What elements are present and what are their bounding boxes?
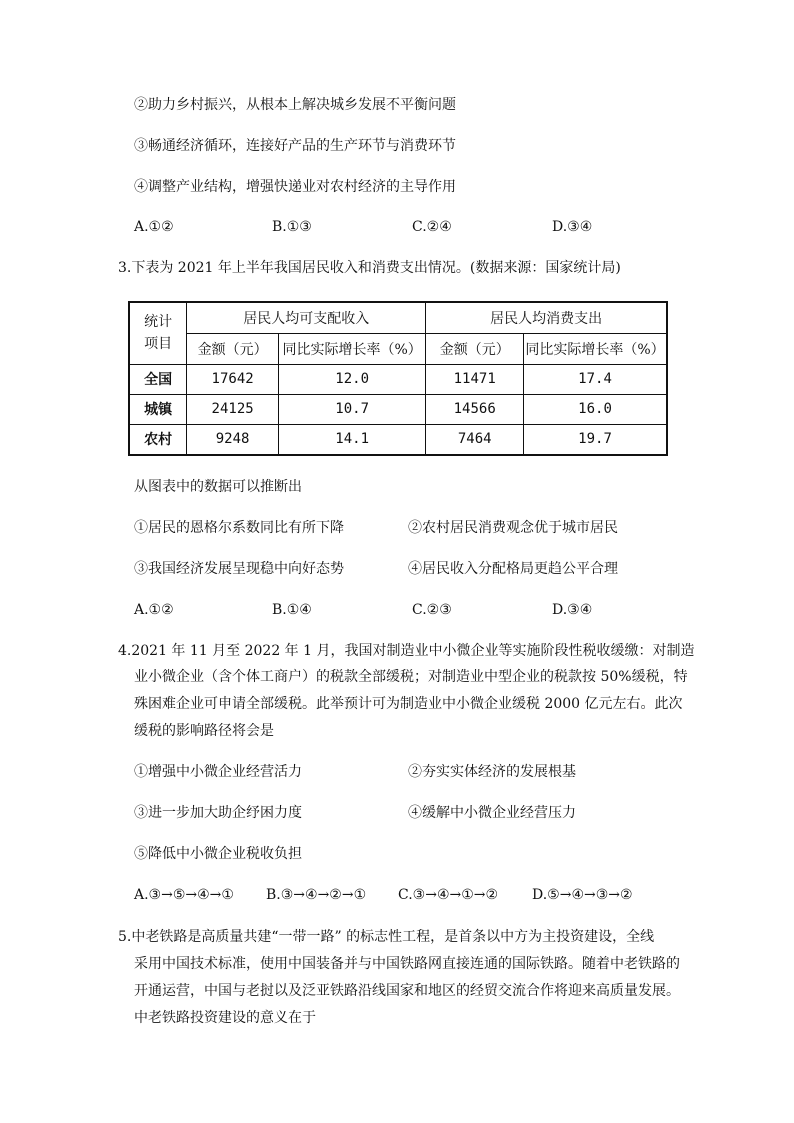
q4-statement-1: ①增强中小微企业经营活力 xyxy=(134,764,302,780)
q5-stem-line-2: 采用中国技术标准，使用中国装备并与中国铁路网直接连通的国际铁路。随着中老铁路的 xyxy=(134,956,680,972)
q5-stem-line-1: 5.中老铁路是高质量共建“一带一路” 的标志性工程，是首条以中方为主投资建设，全线 xyxy=(118,929,655,945)
q4-statement-4: ④缓解中小微企业经营压力 xyxy=(408,805,576,821)
corner-label-top: 统计 xyxy=(144,314,173,331)
income-rate-cell: 10.7 xyxy=(278,394,425,424)
row-label-rural: 农村 xyxy=(129,424,187,455)
q2-statement-3: ③畅通经济循环，连接好产品的生产环节与消费环节 xyxy=(134,138,456,154)
income-amount-cell: 24125 xyxy=(187,394,279,424)
spend-rate-cell: 19.7 xyxy=(524,424,667,455)
q4-stem-line-2: 业小微企业（含个体工商户）的税款全部缓税；对制造业中型企业的税款按 50%缓税，特 xyxy=(134,669,688,685)
q4-stem-line-3: 殊困难企业可申请全部缓税。此举预计可为制造业中小微企业缓税 2000 亿元左右。此次 xyxy=(134,696,683,712)
table-row xyxy=(129,424,667,455)
income-amount-cell: 9248 xyxy=(187,424,279,455)
q2-option-d[interactable]: D.③④ xyxy=(552,219,593,235)
q3-prompt: 从图表中的数据可以推断出 xyxy=(134,479,302,495)
q4-option-a[interactable]: A.③→⑤→④→① xyxy=(134,887,234,903)
q2-statement-2: ②助力乡村振兴，从根本上解决城乡发展不平衡问题 xyxy=(134,97,456,113)
spend-rate-cell: 17.4 xyxy=(524,364,667,394)
header-spend-rate: 同比实际增长率（%） xyxy=(524,333,667,364)
header-income-rate: 同比实际增长率（%） xyxy=(278,333,425,364)
q2-option-b[interactable]: B.①③ xyxy=(272,219,312,235)
table-header-row-2 xyxy=(129,333,667,364)
row-label-urban: 城镇 xyxy=(129,394,187,424)
q3-options xyxy=(134,600,694,620)
q2-options xyxy=(134,217,694,237)
q4-statement-3: ③进一步加大助企纾困力度 xyxy=(134,805,302,821)
q3-statement-2: ②农村居民消费观念优于城市居民 xyxy=(408,520,618,536)
q4-stem-line-4: 缓税的影响路径将会是 xyxy=(134,723,274,739)
table-row xyxy=(129,364,667,394)
spend-rate-cell: 16.0 xyxy=(524,394,667,424)
spend-amount-cell: 11471 xyxy=(426,364,524,394)
q2-option-a[interactable]: A.①② xyxy=(134,219,174,235)
q2-statement-4: ④调整产业结构，增强快递业对农村经济的主导作用 xyxy=(134,179,456,195)
q4-option-d[interactable]: D.⑤→④→③→② xyxy=(532,887,633,903)
q3-stem: 3.下表为 2021 年上半年我国居民收入和消费支出情况。(数据来源：国家统计局) xyxy=(118,260,621,276)
header-income-amount: 金额（元） xyxy=(187,333,279,364)
q3-option-b[interactable]: B.①④ xyxy=(272,602,312,618)
q4-statement-5: ⑤降低中小微企业税收负担 xyxy=(134,846,302,862)
table-corner-cell xyxy=(129,302,187,364)
table-header-row-1 xyxy=(129,302,667,333)
q3-statement-1: ①居民的恩格尔系数同比有所下降 xyxy=(134,520,344,536)
q3-option-a[interactable]: A.①② xyxy=(134,602,174,618)
q3-option-c[interactable]: C.②③ xyxy=(412,602,452,618)
spend-amount-cell: 14566 xyxy=(426,394,524,424)
q2-option-c[interactable]: C.②④ xyxy=(412,219,452,235)
income-rate-cell: 12.0 xyxy=(278,364,425,394)
q4-option-b[interactable]: B.③→④→②→① xyxy=(266,887,367,903)
row-label-national: 全国 xyxy=(129,364,187,394)
q3-statement-4: ④居民收入分配格局更趋公平合理 xyxy=(408,561,618,577)
q4-option-c[interactable]: C.③→④→①→② xyxy=(398,887,499,903)
q5-stem-line-4: 中老铁路投资建设的意义在于 xyxy=(134,1010,316,1026)
header-spend-group: 居民人均消费支出 xyxy=(426,302,667,333)
income-amount-cell: 17642 xyxy=(187,364,279,394)
corner-label-bottom: 项目 xyxy=(144,336,173,353)
q5-stem-line-3: 开通运营，中国与老挝以及泛亚铁路沿线国家和地区的经贸交流合作将迎来高质量发展。 xyxy=(134,983,680,999)
q3-statement-3: ③我国经济发展呈现稳中向好态势 xyxy=(134,561,344,577)
table-row xyxy=(129,394,667,424)
spend-amount-cell: 7464 xyxy=(426,424,524,455)
income-rate-cell: 14.1 xyxy=(278,424,425,455)
income-consumption-table xyxy=(128,301,668,456)
q3-option-d[interactable]: D.③④ xyxy=(552,602,593,618)
q4-statement-2: ②夯实实体经济的发展根基 xyxy=(408,764,576,780)
q4-options xyxy=(134,885,694,905)
header-income-group: 居民人均可支配收入 xyxy=(187,302,426,333)
header-spend-amount: 金额（元） xyxy=(426,333,524,364)
q4-stem-line-1: 4.2021 年 11 月至 2022 年 1 月，我国对制造业中小微企业等实施阶段性税收缓缴：对制造 xyxy=(118,643,695,659)
